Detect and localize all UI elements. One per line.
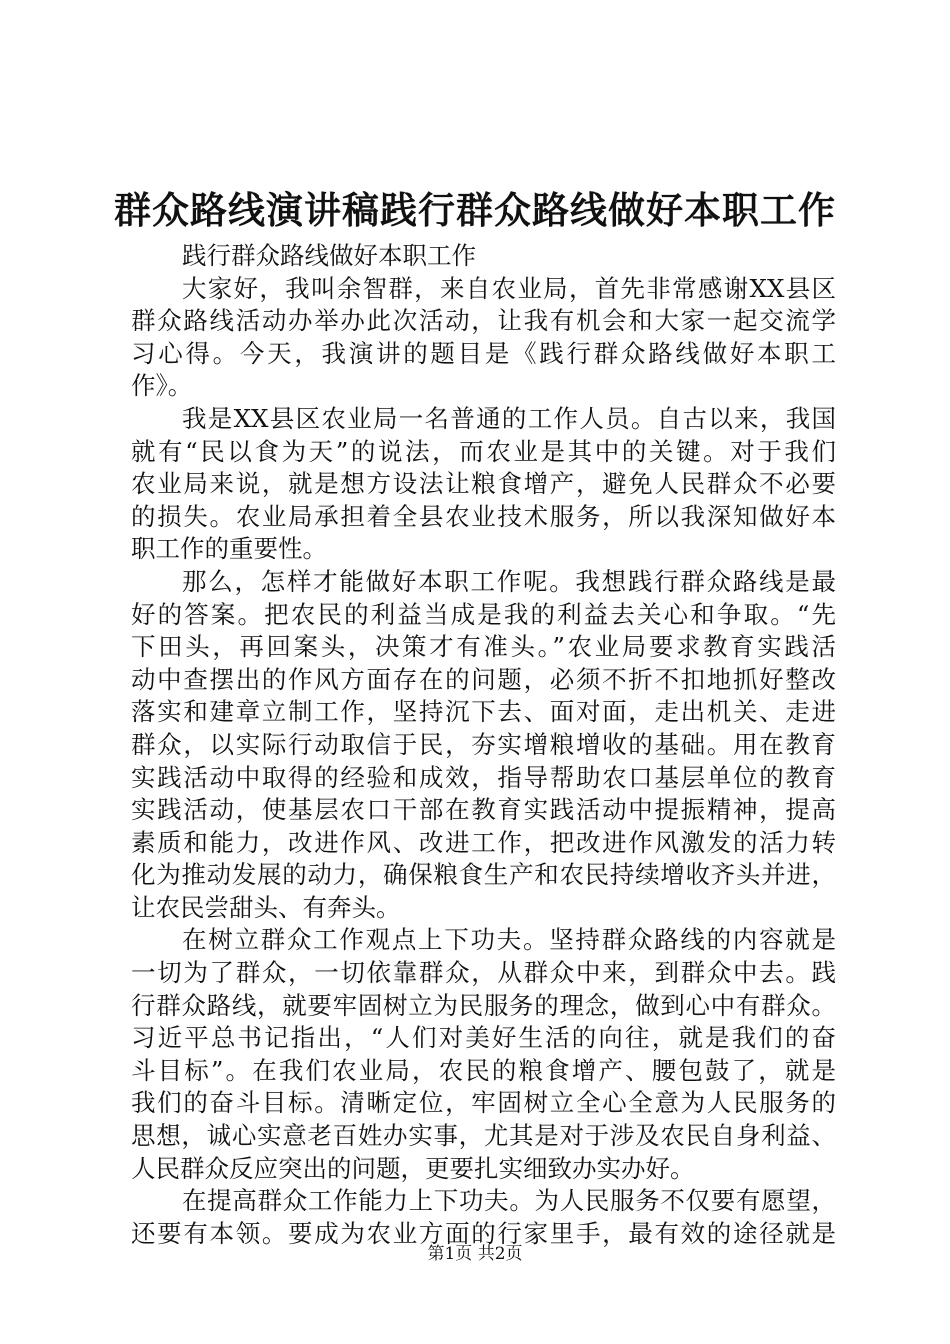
text-line: 好的答案。把农民的利益当成是我的利益去关心和争取。“先: [131, 599, 836, 629]
text-line: 实践活动中取得的经验和成效，指导帮助农口基层单位的教育: [131, 762, 836, 792]
text-line: 在树立群众工作观点上下功夫。坚持群众路线的内容就是: [182, 925, 836, 955]
text-line: 动中查摆出的作风方面存在的问题，必须不折不扣地抓好整改: [131, 664, 836, 694]
text-line: 那么，怎样才能做好本职工作呢。我想践行群众路线是最: [182, 566, 836, 596]
text-line: 职工作的重要性。: [131, 534, 327, 564]
text-line: 一切为了群众，一切依靠群众，从群众中来，到群众中去。践: [131, 958, 836, 988]
text-line: 践行群众路线做好本职工作: [182, 241, 476, 270]
text-line: 行群众路线，就要牢固树立为民服务的理念，做到心中有群众。: [131, 990, 836, 1020]
text-line: 实践活动，使基层农口干部在教育实践活动中提振精神，提高: [131, 795, 836, 825]
text-line: 群众路线活动办举办此次活动，让我有机会和大家一起交流学: [131, 306, 836, 336]
text-line: 下田头，再回案头，决策才有准头。”农业局要求教育实践活: [131, 632, 836, 662]
text-line: 我是XX县区农业局一名普通的工作人员。自古以来，我国: [182, 403, 836, 433]
text-line: 大家好，我叫余智群，来自农业局，首先非常感谢XX县区: [182, 273, 836, 303]
text-line: 让农民尝甜头、有奔头。: [131, 892, 401, 922]
text-line: 素质和能力，改进作风、改进工作，把改进作风激发的活力转: [131, 827, 836, 857]
document-title: 群众路线演讲稿践行群众路线做好本职工作: [114, 188, 836, 232]
text-line: 人民群众反应突出的问题，更要扎实细致办实办好。: [131, 1153, 695, 1183]
text-line: 群众，以实际行动取信于民，夯实增粮增收的基础。用在教育: [131, 729, 836, 759]
text-line: 习近平总书记指出，“人们对美好生活的向往，就是我们的奋: [131, 1023, 836, 1053]
text-line: 习心得。今天，我演讲的题目是《践行群众路线做好本职工: [131, 338, 836, 368]
page-footer: 第1页 共2页: [427, 1244, 523, 1264]
text-line: 落实和建章立制工作，坚持沉下去、面对面，走出机关、走进: [131, 697, 836, 727]
text-line: 斗目标”。在我们农业局，农民的粮食增产、腰包鼓了，就是: [131, 1055, 836, 1085]
text-line: 思想，诚心实意老百姓办实事，尤其是对于涉及农民自身利益、: [131, 1121, 836, 1151]
text-line: 就有“民以食为天”的说法，而农业是其中的关键。对于我们: [131, 436, 836, 466]
text-line: 在提高群众工作能力上下功夫。为人民服务不仅要有愿望，: [182, 1186, 836, 1216]
document-body: [131, 240, 836, 1250]
text-line: 作》。: [131, 371, 193, 401]
text-line: 我们的奋斗目标。清晰定位，牢固树立全心全意为人民服务的: [131, 1088, 836, 1118]
text-line: 还要有本领。要成为农业方面的行家里手，最有效的途径就是: [131, 1218, 836, 1248]
text-line: 的损失。农业局承担着全县农业技术服务，所以我深知做好本: [131, 501, 836, 531]
text-line: 农业局来说，就是想方设法让粮食增产，避免人民群众不必要: [131, 469, 836, 499]
text-line: 化为推动发展的动力，确保粮食生产和农民持续增收齐头并进，: [131, 860, 836, 890]
